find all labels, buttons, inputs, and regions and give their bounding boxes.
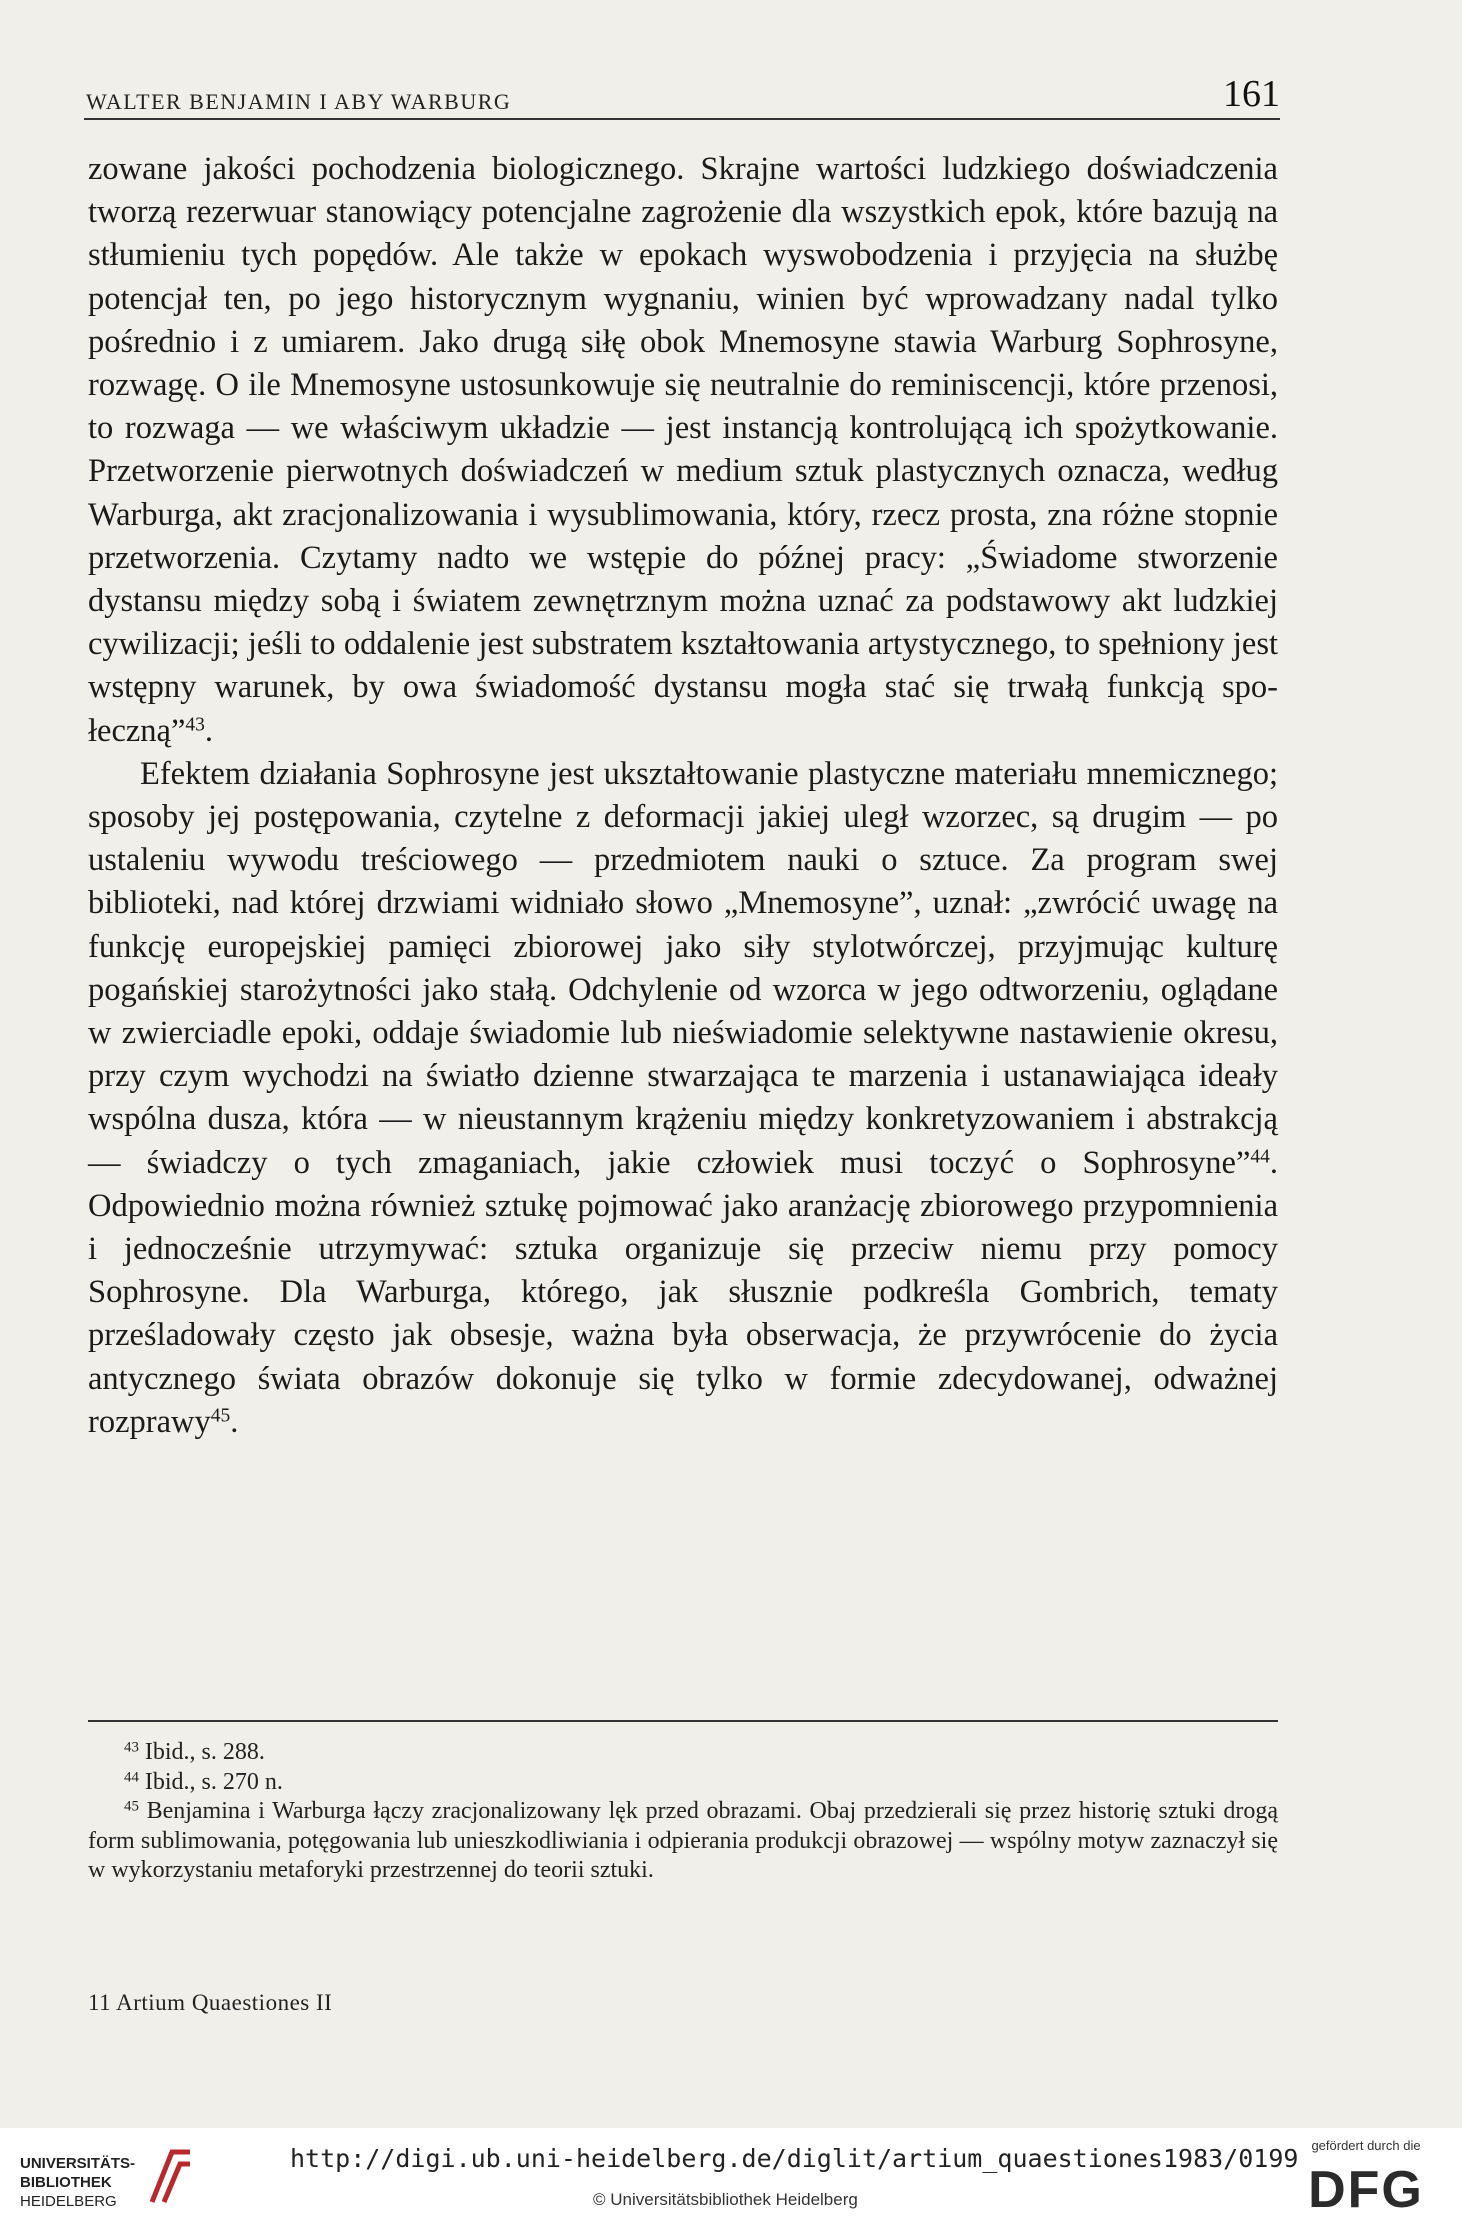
footnote-number: 45 — [124, 1798, 139, 1815]
paragraph-1-text: zowane jakości pochodzenia biologicznego. Skrajne wartości ludzkiego doświadczenia tworzą rezerwuar stanowiący potencjalne zagrożenie dla wszystkich epok, które bazują na stłumieniu tych popędów. Ale także w epokach wyswobodzenia i przyjęcia na służbę potencjał ten, po jego historycznym wygnaniu, winien być wprowadzany nadal tylko pośrednio i z umiarem. Jako drugą siłę obok Mnemosyne stawia Warburg Sophrosyne, rozwagę. O ile Mnemosyne ustosunkowuje się neutralnie do reminiscencji, które przenosi, to rozwaga — we właściwym układzie — jest instancją kontrolującą ich spożytkowanie. Przetworzenie pierwotnych doświadczeń w medium sztuk plastycznych oznacza, według Warburga, akt zracjonalizowania i wysublimowania, który, rzecz prosta, zna różne stopnie przetworzenia. Czytamy nadto we wstępie do późnej pracy: „Świadome stworzenie dystansu między sobą i światem zewnętrznym można uznać za podstawowy akt ludzkiej cywilizacji; jeśli to oddalenie jest substratem kształtowania artystycznego, to spełniony jest wstępny warunek, by owa świadomość dystansu mogła stać się trwałą funkcją społeczną” — [88, 151, 1278, 749]
footnote-text: Benjamina i Warburga łączy zracjonalizowany lęk przed obrazami. Obaj przedzierali się przez historię sztuki drogą form sublimowania, potęgowania lub unieszkodliwiania i odpierania produkcji obrazowej — wspólny motyw zaznaczył się w wykorzystaniu metaforyki przestrzennej do teorii sztuki. — [88, 1798, 1279, 1883]
body-text — [88, 148, 1278, 1444]
running-header — [84, 72, 1280, 120]
paragraph-1 — [88, 148, 1278, 753]
library-line-2: BIBLIOTHEK — [20, 2174, 112, 2191]
footnote-text: Ibid., s. 270 n. — [144, 1768, 283, 1795]
library-name — [20, 2154, 135, 2211]
printer-signature: 11 Artium Quaestiones II — [88, 1990, 333, 2015]
footnotes — [88, 1738, 1278, 1886]
footnote-44 — [88, 1768, 1278, 1798]
paragraph-1-end: . — [204, 712, 214, 749]
digitization-footer — [0, 2128, 1462, 2229]
footnote-43 — [88, 1738, 1278, 1768]
paragraph-2-end: . — [230, 1403, 239, 1440]
copyright-notice: © Universitätsbibliothek Heidelberg — [593, 2190, 858, 2209]
running-title: WALTER BENJAMIN I ABY WARBURG — [86, 89, 512, 114]
dfg-logo: DFG — [1308, 2161, 1424, 2219]
page-number: 161 — [1223, 73, 1280, 115]
footnote-number: 43 — [124, 1739, 139, 1756]
library-line-1: UNIVERSITÄTS- — [20, 2155, 136, 2172]
footnote-ref-43: 43 — [185, 713, 205, 735]
library-line-3: HEIDELBERG — [20, 2193, 117, 2210]
paragraph-2-middle: . Odpowiednio można również sztukę pojmować jako aranżację zbiorowego przypomnienia i jednocześnie utrzymywać: sztuka organizuje się przeciw niemu przy pomocy Sophrosyne. Dla Warburga, którego, jak słusznie podkreśla Gombrich, tematy prześladowały często jak obsesje, ważna była obserwacja, że przywrócenie do życia antycznego świata obrazów dokonuje się tylko w formie zdecydowanej, odważnej rozprawy — [88, 1144, 1278, 1440]
footnote-ref-45: 45 — [210, 1405, 231, 1427]
footnote-divider — [88, 1720, 1278, 1722]
paragraph-2 — [88, 753, 1278, 1444]
footnote-number: 44 — [124, 1769, 139, 1786]
footnote-45 — [88, 1797, 1278, 1886]
footnote-ref-44: 44 — [1250, 1145, 1270, 1167]
funded-by-label: gefördert durch die — [1311, 2138, 1421, 2153]
library-logo-icon — [146, 2142, 194, 2214]
permalink-url[interactable]: http://digi.ub.uni-heidelberg.de/diglit/artium_quaestiones1983/0199 — [290, 2144, 1299, 2173]
paragraph-2-text: Efektem działania Sophrosyne jest ukształtowanie plastyczne materiału mnemicznego; sposoby jej postępowania, czytelne z deformacji jakiej uległ wzorzec, są drugim — po ustaleniu wywodu treściowego — przedmiotem nauki o sztuce. Za program swej biblioteki, nad której drzwiami widniało słowo „Mnemosyne”, uznał: „zwrócić uwagę na funkcję europejskiej pamięci zbiorowej jako siły stylotwórczej, przyjmując kulturę pogańskiej starożytności jako stałą. Odchylenie od wzorca w jego odtworzeniu, oglądane w zwierciadle epoki, oddaje świadomie lub nieświadomie selektywne nastawienie okresu, przy czym wychodzi na światło dzienne stwarzająca te marzenia i ustanawiająca ideały wspólna dusza, która — w nieustannym krążeniu między konkretyzowaniem i abstrakcją — świadczy o tych zmaganiach, jakie człowiek musi toczyć o Sophrosyne” — [88, 755, 1278, 1181]
footnote-text: Ibid., s. 288. — [144, 1739, 265, 1765]
